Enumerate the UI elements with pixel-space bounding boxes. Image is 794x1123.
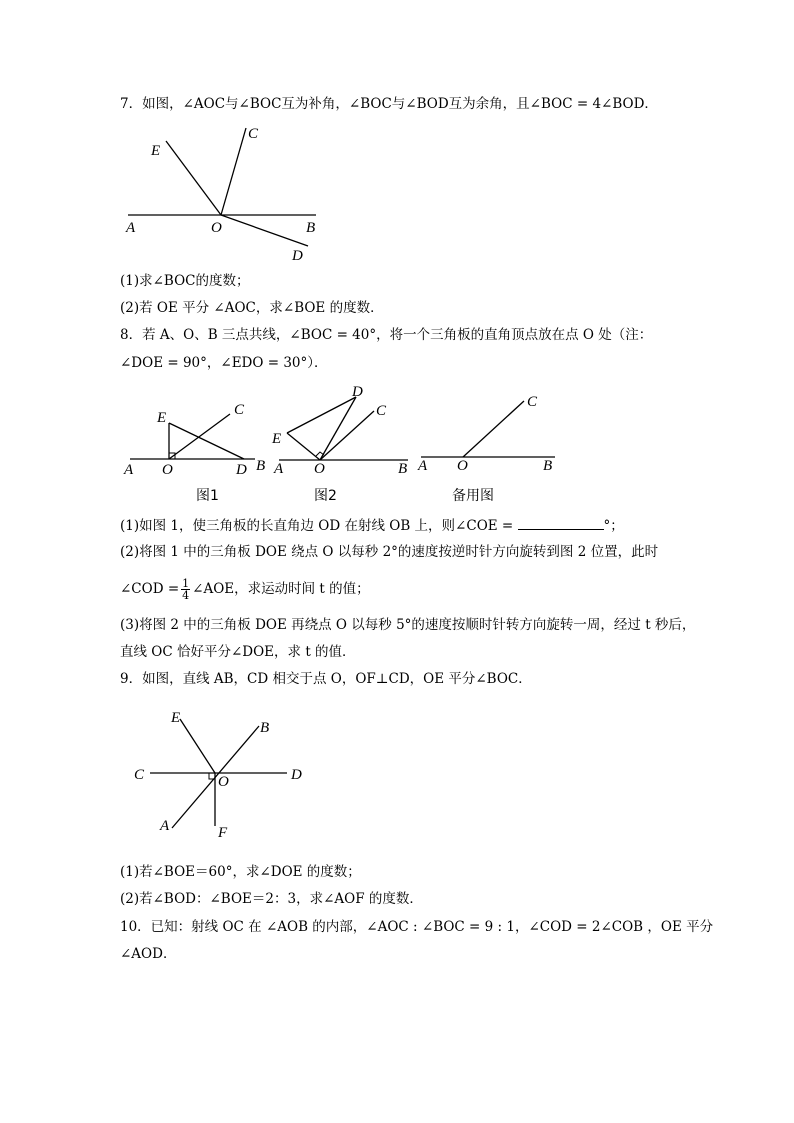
q8-fig1-label-E: E <box>157 410 167 426</box>
q9-label-B: B <box>260 720 270 736</box>
q9-part1: (1)若∠BOE＝60°，求∠DOE 的度数； <box>120 864 361 880</box>
q8-fig1-label-D: D <box>236 462 247 478</box>
q8-fig1-label-A: A <box>124 462 134 478</box>
q9-ray-OE <box>180 719 215 773</box>
q8-part3-line1: (3)将图 2 中的三角板 DOE 再绕点 O 以每秒 5°的速度按顺时针转方向旋转一周，经过 t 秒后， <box>120 617 696 633</box>
q8-fig3-label-A: A <box>418 458 428 474</box>
q8-fig1-label-B: B <box>256 458 266 474</box>
q9-label-D: D <box>291 767 302 783</box>
q8-fig1-label-C: C <box>234 402 245 418</box>
q7-label-D: D <box>292 248 303 264</box>
q8-part1-text: (1)如图 1，使三角板的长直角边 OD 在射线 OB 上，则∠COE = <box>120 518 514 534</box>
q8-fig1-caption: 图1 <box>196 488 219 504</box>
q8-stem-line2: ∠DOE = 90°，∠EDO = 30°）． <box>120 355 328 371</box>
q7-part2: (2)若 OE 平分 ∠AOC，求∠BOE 的度数． <box>120 300 384 316</box>
q7-part1: (1)求∠BOC的度数； <box>120 273 250 289</box>
q8-fig3-label-O: O <box>457 458 468 474</box>
q10-stem-line2: ∠AOD． <box>120 946 177 962</box>
q9-label-F: F <box>218 825 228 841</box>
q9-part2: (2)若∠BOD：∠BOE＝2：3，求∠AOF 的度数． <box>120 891 423 907</box>
q8-fig2-label-D: D <box>352 384 363 400</box>
q8-part3-line2: 直线 OC 恰好平分∠DOE，求 t 的值． <box>120 644 356 660</box>
q8-stem-line1: 8．若 A、O、B 三点共线，∠BOC = 40°，将一个三角板的直角顶点放在点 O 处（注： <box>120 327 653 343</box>
q8-fig2-label-A: A <box>274 461 284 477</box>
q9-stem: 9．如图，直线 AB，CD 相交于点 O，OF⊥CD，OE 平分∠BOC． <box>120 671 532 687</box>
q8-part2-frac-num: 1 <box>182 576 190 590</box>
q7-label-A: A <box>126 220 136 236</box>
q7-label-C: C <box>248 126 259 142</box>
q8-fig3-caption: 备用图 <box>452 488 494 504</box>
q7-label-E: E <box>151 143 161 159</box>
q8-fig3-label-C: C <box>527 394 538 410</box>
q7-label-B: B <box>306 220 316 236</box>
q8-fig1-label-O: O <box>162 462 173 478</box>
q7-label-O: O <box>211 220 222 236</box>
q10-stem-line1: 10．已知：射线 OC 在 ∠AOB 的内部，∠AOC : ∠BOC = 9 : 1，∠COD = 2∠COB ，OE 平分 <box>120 919 714 935</box>
q8-fig3-label-B: B <box>543 458 553 474</box>
q8-fig2-label-C: C <box>376 403 387 419</box>
q8-part2-lhs: ∠COD = <box>120 581 180 597</box>
q7-stem: 7．如图，∠AOC与∠BOC互为补角，∠BOC与∠BOD互为余角，且∠BOC = 4∠BOD． <box>120 96 658 112</box>
q8-fig2-label-E: E <box>272 431 282 447</box>
q8-fig2-caption: 图2 <box>314 488 337 504</box>
q8-part2-rhs: ∠AOE，求运动时间 t 的值； <box>192 581 370 597</box>
q8-part2-line1: (2)将图 1 中的三角板 DOE 绕点 O 以每秒 2°的速度按逆时针方向旋转到图 2 位置，此时 <box>120 544 659 560</box>
q8-part2-frac-den: 4 <box>182 588 190 602</box>
q8-part1-unit: °； <box>603 518 624 534</box>
q9-label-A: A <box>160 818 170 834</box>
q9-label-O: O <box>218 774 229 790</box>
q8-fig2-label-O: O <box>314 461 325 477</box>
q9-label-E: E <box>171 710 181 726</box>
q9-label-C: C <box>134 767 145 783</box>
q8-fig2-label-B: B <box>398 461 408 477</box>
